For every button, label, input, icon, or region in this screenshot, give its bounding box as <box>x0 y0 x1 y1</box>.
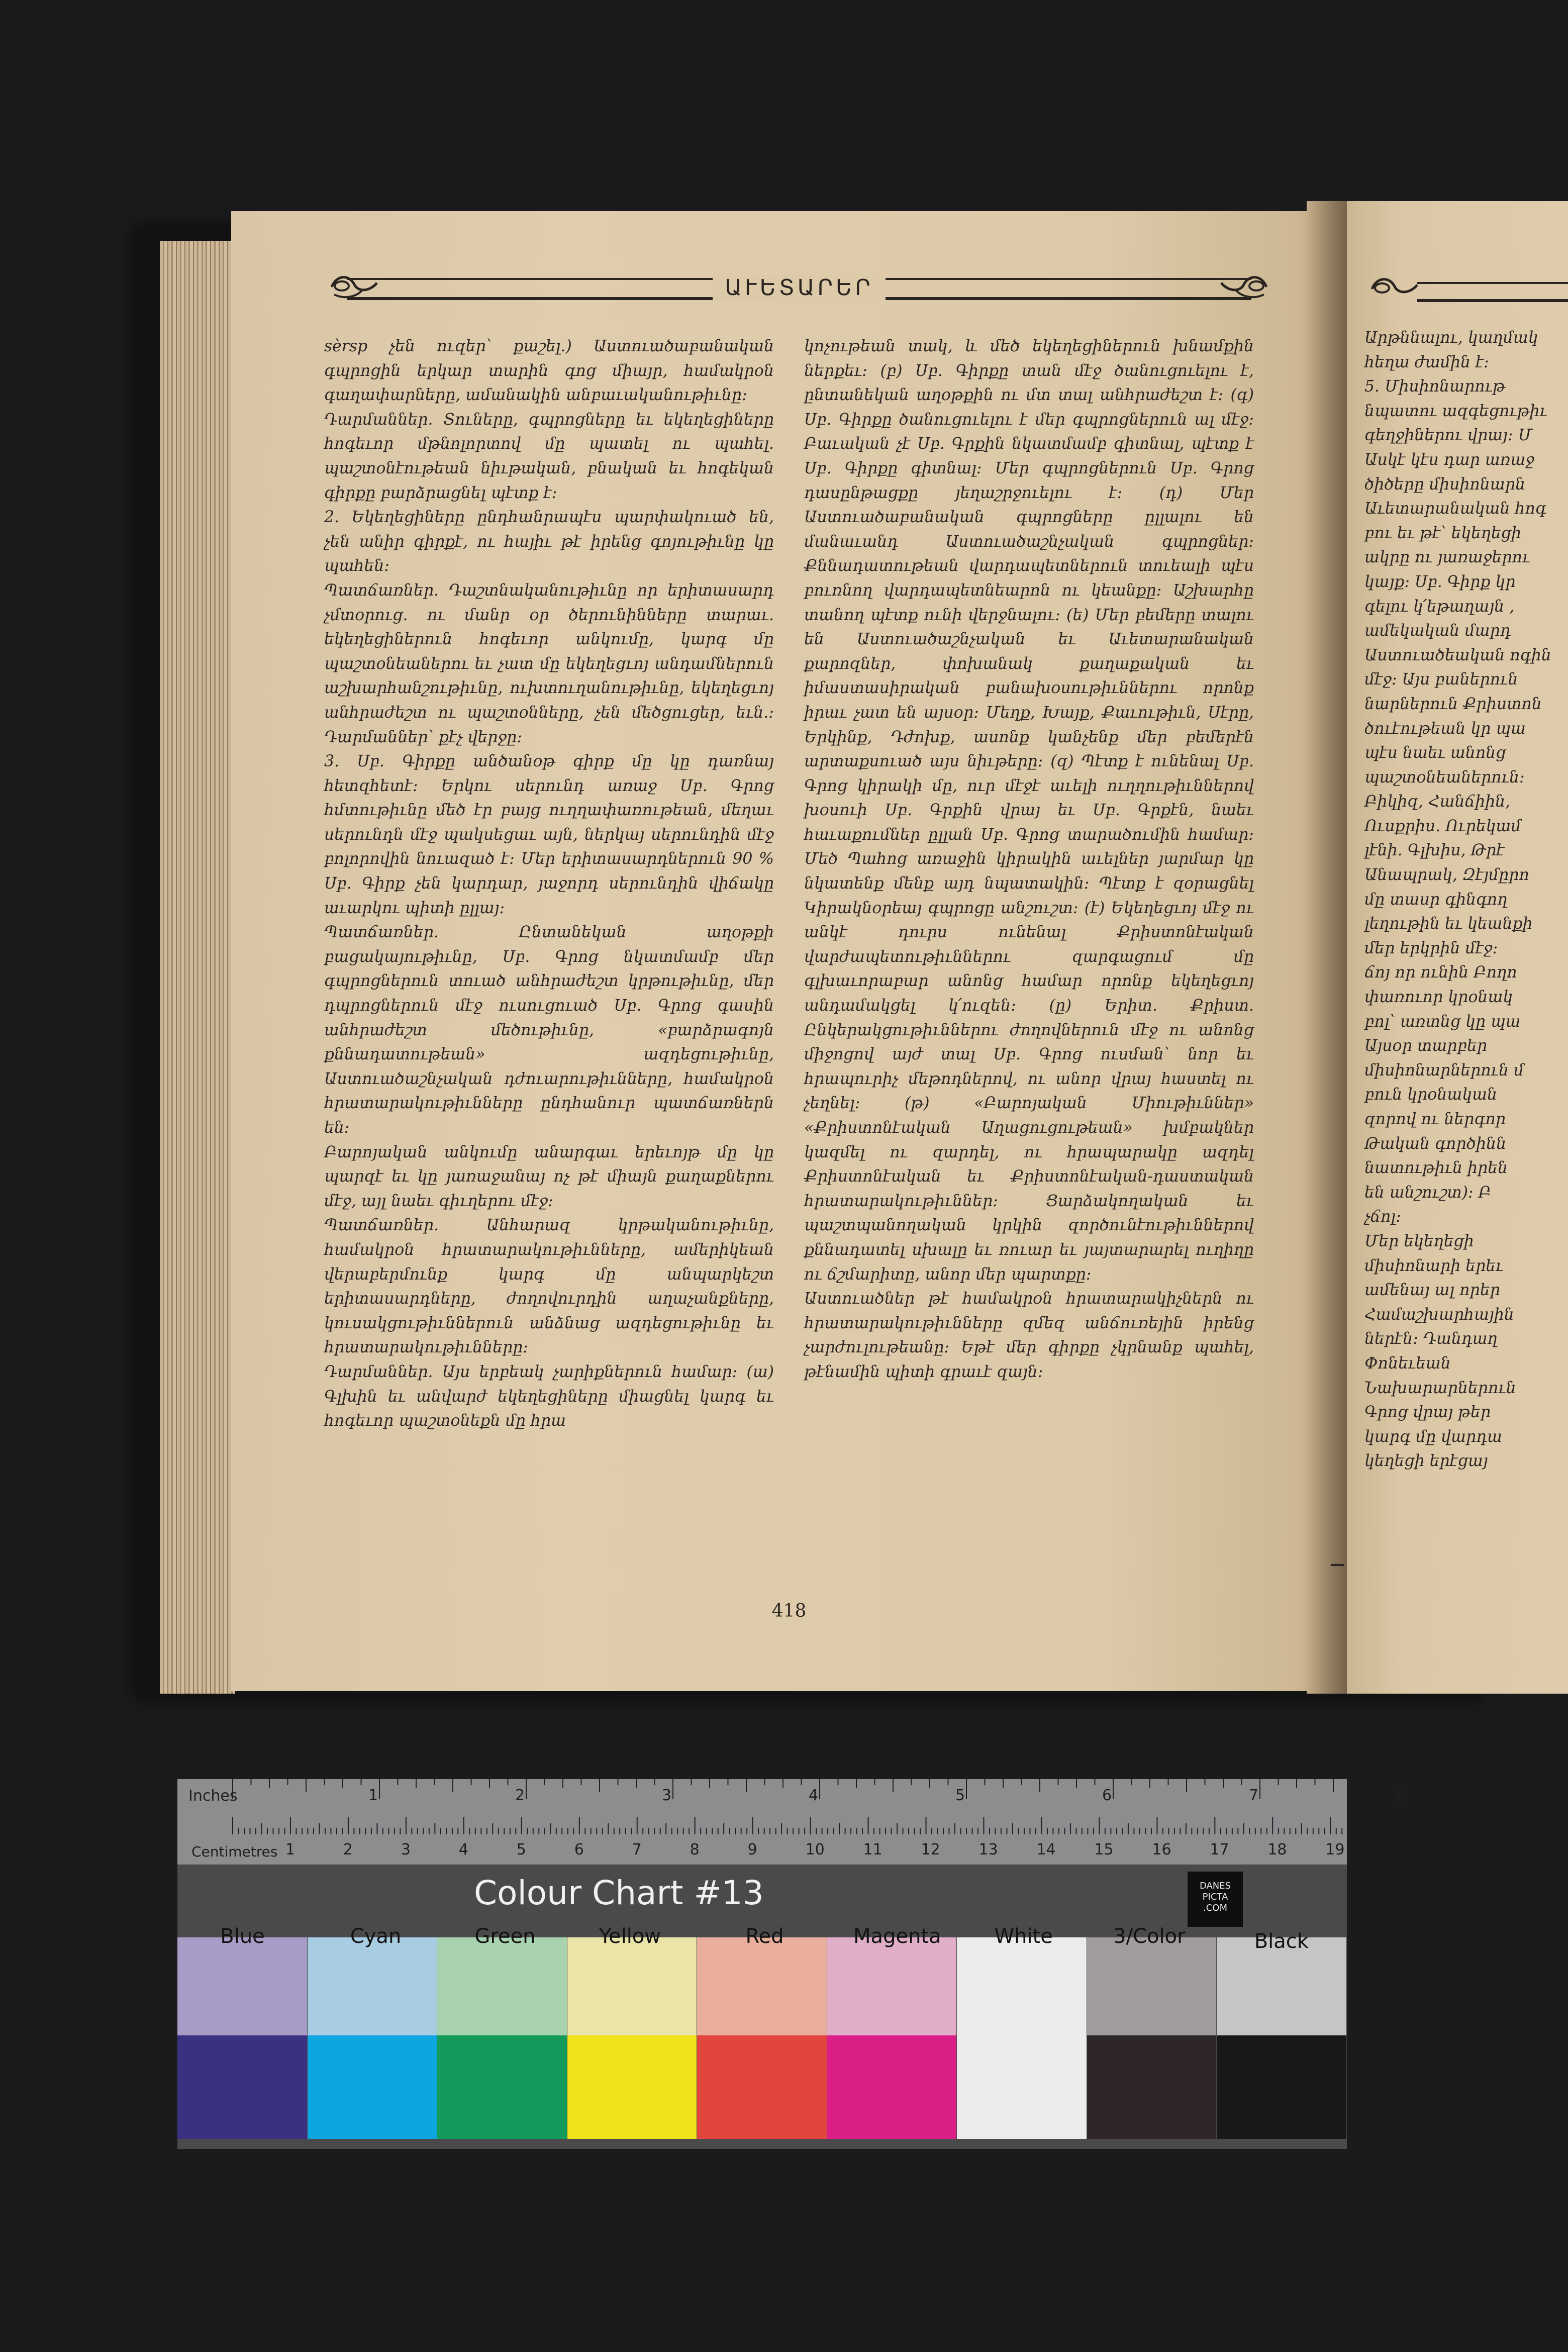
patch-label: Yellow <box>599 1925 661 1948</box>
colour-patch-red-light <box>697 1937 827 2035</box>
book-gutter <box>1307 201 1352 1694</box>
text-line: Համաշխարհային <box>1364 1305 1514 1324</box>
page-edges <box>160 241 235 1694</box>
text-line: զորով ու ներգոր <box>1364 1110 1506 1128</box>
text-line: մը տասր գինգող <box>1364 890 1508 909</box>
paragraph: Դարմաններ. Տուները, գպրոցները եւ եկեղեցիները հոգեւոր մթնոլորտով մը պատել ու պահել. պաշտօնէութեան նիւթական, բնական եւ հոգեկան գիրքը բարձրացնել պէտք է։ <box>324 410 774 502</box>
inch-tick-label: 2 <box>515 1787 525 1804</box>
cm-tick-label: 5 <box>516 1841 526 1858</box>
text-line: Մեր եկեղեցի <box>1364 1232 1474 1250</box>
chart-title: Colour Chart #13 <box>474 1874 764 1912</box>
text-line: միսիոնարի երեւ <box>1364 1256 1504 1275</box>
cm-tick-label: 16 <box>1152 1841 1171 1858</box>
logo-line: PICTA <box>1202 1892 1228 1902</box>
header-rule-bottom <box>1417 299 1568 302</box>
paragraph: Դարմաններ. Այս երբեակ չարիքներուն համար։ (ա) Գլխին եւ անվարժ եկեղեցիները միացնել կարգ եւ հոգեւոր պաշտօնեքն մը հրա <box>324 1362 774 1430</box>
cm-tick-label: 6 <box>574 1841 584 1858</box>
text-line: բու եւ թէ՝ եկեղեցի <box>1364 524 1521 542</box>
text-line: Աւետարանական հոգ <box>1364 500 1546 518</box>
text-line: նարներուն Քրիստոն <box>1364 695 1542 713</box>
inch-tick-label: 7 <box>1249 1787 1259 1804</box>
text-line: Թական գործինն <box>1364 1134 1507 1153</box>
ornament-left-icon <box>1367 274 1422 304</box>
text-line: լէնի. Գլխիս, Թրէ <box>1364 841 1505 860</box>
cm-tick-label: 9 <box>747 1841 757 1858</box>
ruler-ticks <box>177 1779 1406 1865</box>
paragraph: Աստուածներ թէ համակրօն հրատարակիչներն ու հրատարակութիւնները զմեզ անճուռեյին իրենց չարժուլութեանը։ Եթէ մեր գիրքը չկրնանք պահել, թէնամին պիտի գրաւէ զայն։ <box>804 1290 1254 1381</box>
inch-tick-label: 8 <box>1396 1787 1406 1804</box>
colour-patch-blue-dark <box>177 2035 307 2139</box>
text-column-next-page <box>1364 326 1568 1592</box>
colour-patch-3-color-light <box>1087 1937 1217 2035</box>
cm-tick-label: 3 <box>401 1841 411 1858</box>
paragraph: Պատճառներ. Անհարազ կրթականութիւնը, համակրօն հրատարակութիւնները, ամերիկեան վերաբերմունք կարգ մը անպարկեշտ երիտասարդները, ժողովուրդին աղաչանքները, կուսակցութիւններուն անձնաց ազդեցութիւնը եւ հրատարակութիւնները։ <box>324 1216 774 1357</box>
text-line: ամեկական մարդ <box>1364 622 1511 640</box>
page-number: 418 <box>771 1601 807 1621</box>
cm-tick-label: 13 <box>978 1841 998 1858</box>
text-line: մէջ։ Այս բաներուն <box>1364 670 1518 689</box>
patch-label: Red <box>745 1925 784 1948</box>
text-line: չճոլ։ <box>1364 1208 1401 1226</box>
cm-tick-label: 7 <box>632 1841 642 1858</box>
colour-patch-green-light <box>437 1937 567 2035</box>
colour-patch-white-light <box>957 1937 1087 2035</box>
colour-patch-red-dark <box>697 2035 827 2139</box>
text-line: կայք։ Սբ. Գիրք կր <box>1364 572 1516 591</box>
text-line: Գրոց վրայ թեր <box>1364 1403 1491 1422</box>
text-line: 5. Միսիոնարութ <box>1364 377 1505 396</box>
text-line: ծիծերը միսիոնարն <box>1364 475 1526 494</box>
running-header-next-page <box>1367 274 1568 304</box>
text-line: Այսօր տարբեր <box>1364 1037 1488 1055</box>
patch-labels <box>177 1925 1347 1953</box>
text-line: փառուոր կրօնակ <box>1364 988 1513 1007</box>
paragraph: կոչութեան տակ, և մեծ եկեղեցիներուն խնամքին ներքեւ։ (բ) Սբ. Գիրքը տան մէջ ծանուցուելու է, ընտանեկան աղօթքին ու մտ տալ անհրաժեշտ է։ (գ) Սբ. Գիրքը ծանուցուելու է մեր գպրոցներուն ալ մէջ։ Բաւական չէ Սբ. Գրքին նկատմամբ գիտնալ, պէտք է Սբ. Գիրքը գիտնալ։ Մեր գպրոցներուն Սբ. Գրոց դասընթացքը յեղաշրջուելու է։ (դ) Մեր Աստուածաբանական գպրոցները ըլլալու են մանաւանդ Աստուածաշնչական գպրոցներ։ Քննադատութեան վարդապետներուն տուեալի պէս բուռնող վարդապետնեարոն ու կեանքը։ Աշխարհը տանող պէտք ունի վերջնալու։ (ե) Մեր բեմերը տալու են Աստուածաշնչական եւ Աւետարանական քարոզներ, փոխանակ քաղաքական եւ իմաստասիրական բանախօսութիւններու որոնք իրաւ չատ են այսօր։ Մեղք, Խայք, Քաւութիւն, Սէրը, Երկինք, Դժոխք, ասոնք կանչենք մեր բեմերէն արտաքսուած այս նիւթերը։ (զ) Պէտք է ունենալ Սբ. Գրոց կիրակի մը, ուր մէջէ աւելի ուղղութիւններով խօսուի Սբ. Գրքին վրայ եւ Սբ. Գրքէն, նաեւ հաւաքումներ ըլլան Սբ. Գրոց տարածումին համար։ Մեծ Պահոց առաջին կիրակին աւելներ յարմար կը նկատենք մենք այդ նպատակին։ Պէտք է զօրացնել Կիրակնօրեայ գպրոցը անշուշտ։ (է) Եկեղեցւոյ մէջ ու անկէ դուրս ունենալ Քրիստոնէական վարժապետութիւններու զարգացում մը գլխաւորաբար անոնց համար որոնք եկեղեցւոյ անդամակցել կ՛ուզեն։ (ը) Երիտ. Քրիստ. Ընկերակցութիւններու ժողովներուն մէջ ու անոնց միջոցով այժ տալ Սբ. Գրոց ուսման՝ նոր եւ հրապուրիչ մեթոդներով, ու անոր վրայ հաստել ու չեղնել։ (թ) «Բարոյական Միութիւններ» «Քրիստոնէական Աղացուցութեան» խմբակներ կազմել ու զարդել, ու հրապարակը ազդել Քրիստոնէական եւ Քրիստոնէական-դաստական հրատարակութիւններ։ Ցարձակողական եւ պաշտպանողական կրկին զործունէութիւններով քննադատել սխալը եւ ռուար եւ յայտարարել ուղիղը ու ճշմարիտը, անոր մեր պարտքը։ <box>804 337 1254 1284</box>
danes-picta-logo <box>1188 1872 1243 1927</box>
colour-chart-card <box>177 1779 1406 2149</box>
text-line: են անշուշտ)։ Բ <box>1364 1183 1492 1202</box>
text-line: պէս նաեւ անոնց <box>1364 744 1506 762</box>
text-line: ակրը ու յառաջերու <box>1364 548 1530 567</box>
inch-tick-label: 3 <box>662 1787 672 1804</box>
colour-patch-magenta-dark <box>827 2035 957 2139</box>
cm-tick-label: 14 <box>1036 1841 1056 1858</box>
text-column-right <box>804 334 1254 1591</box>
logo-line: DANES <box>1199 1881 1231 1891</box>
patch-label: White <box>994 1925 1053 1948</box>
colour-patch-blue-light <box>177 1937 307 2035</box>
text-line: կեղեցի երէցայ <box>1364 1452 1488 1471</box>
patch-label: Black <box>1254 1930 1309 1953</box>
colour-patch-yellow-dark <box>567 2035 697 2139</box>
patch-label: Cyan <box>350 1925 402 1948</box>
colour-patch-cyan-dark <box>308 2035 437 2139</box>
paragraph: Բարոյական անկումը անարգաւ երեւոյթ մը կը պարզէ եւ կը յառաջանայ ոչ թէ միայն քաղաքներու մէջ, այլ նաեւ գիւղերու մէջ։ <box>324 1143 774 1210</box>
cm-tick-label: 11 <box>863 1841 883 1858</box>
patch-label: 3/Color <box>1113 1925 1186 1948</box>
text-line: Արթննալու, կաղմակ <box>1364 329 1538 347</box>
paragraph: 2. Եկեղեցիները ընդհանրապէս պարփակուած են, չեն անիր գիրքէ, ու հայիւ թէ իրենց գոյութիւնը կը պահեն։ <box>324 508 774 575</box>
logo-line: .COM <box>1203 1903 1227 1913</box>
cm-tick-label: 10 <box>805 1841 825 1858</box>
text-line: Անապրակ, Զէյմըրո <box>1364 866 1529 885</box>
text-line: Ուսքրիս. Ուրեկամ <box>1364 817 1521 835</box>
text-line: Փոնեւեան <box>1364 1354 1451 1373</box>
ornament-right-icon <box>1216 272 1271 302</box>
colour-patch-green-dark <box>437 2035 567 2139</box>
paragraph: sèrsp չեն ուզեր՝ քաշել.) Աստուածաբանական գպրոցին երկար տարին գոց միայր, համակրօն գաղափարները, ամանակին անբաւականութիւնը։ <box>324 337 774 405</box>
text-line: հեղա ժամին է։ <box>1364 353 1489 371</box>
text-line: Աստուածեական ոգին <box>1364 646 1551 664</box>
text-line: լեղութին եւ կեանքի <box>1364 915 1533 933</box>
ruler <box>177 1779 1406 1865</box>
cm-tick-label: 15 <box>1094 1841 1114 1858</box>
header-rule-top <box>1417 282 1568 284</box>
text-column-left <box>324 334 774 1591</box>
text-line: ծուէութեան կր պա <box>1364 719 1526 738</box>
text-line: բուն կրօնական <box>1364 1086 1498 1104</box>
text-line: գեղջիներու վրայ։ Մ <box>1364 426 1532 445</box>
colour-patch-black-dark <box>1217 2035 1346 2139</box>
text-line: ամենայ ալ որեր <box>1364 1281 1500 1300</box>
colour-patch-yellow-light <box>567 1937 697 2035</box>
margin-mark <box>1331 1564 1344 1566</box>
inch-tick-label: 1 <box>368 1787 378 1804</box>
patch-label: Blue <box>220 1925 265 1948</box>
text-line: Բիկիզ, Հանճիին, <box>1364 793 1511 811</box>
text-line: Ասկէ կէս դար առաջ <box>1364 450 1535 469</box>
cm-tick-label: 18 <box>1267 1841 1287 1858</box>
inch-tick-label: 6 <box>1102 1787 1112 1804</box>
cm-tick-label: 12 <box>921 1841 940 1858</box>
colour-patch-magenta-light <box>827 1937 957 2035</box>
text-line: ներէն։ Դանդաղ <box>1364 1330 1498 1348</box>
paragraph: Պատճառներ. Դաշտնականութիւնը որ երիտասարդ չմտօրուց. ու մանր օր ծերունինները տարաւ. եկեղեցիներուն հոգեւոր անկումը, կարգ մը պաշտօնեաներու եւ չատ մը եկեղեցւոյ անդամներուն աշխարհանշութիւնը, ուխտուղանութիւնը, եկեղեցւոյ անհրաժեշտ ու պաշտօնները, չեն մեծցուցեր, եւն.։ Դարմաններ՝ քէչ վերջը։ <box>324 581 774 746</box>
inch-tick-label: 4 <box>809 1787 819 1804</box>
colour-patch-3-color-dark <box>1087 2035 1217 2139</box>
paragraph: 3. Սբ. Գիրքը անծանօթ գիրք մը կը դառնայ հետզհետէ։ Երկու սերունդ առաջ Սբ. Գրոց հմտութիւնը մեծ էր բայց ուղղափառութեան, մեղաւ սերունդն մէջ պակսեցաւ այն, ներկայ սերունդին մէջ բոլորովին նուազած է։ Մեր երիտասարդներուն 90 % Սբ. Գիրք չեն կարդար, յաջորդ սերունդին վիճակը աւարկու պիտի ըլլայ։ <box>324 752 774 917</box>
text-line: ճոյ որ ունին Բողո <box>1364 963 1517 982</box>
inch-tick-label: 5 <box>955 1787 965 1804</box>
text-line: պաշտօնեաներուն։ <box>1364 768 1525 787</box>
text-line: կարգ մը վարդա <box>1364 1427 1502 1446</box>
colour-patch-white-dark <box>957 2035 1087 2139</box>
text-line: գելու կ՛եթաղայն , <box>1364 597 1515 616</box>
text-line: բոլ՝ առտնց կը պա <box>1364 1012 1521 1031</box>
centimetres-label: Centimetres <box>191 1843 278 1860</box>
cm-tick-label: 17 <box>1210 1841 1229 1858</box>
cm-tick-label: 2 <box>343 1841 353 1858</box>
text-line: նատութիւն իրեն <box>1364 1159 1508 1178</box>
inches-label: Inches <box>188 1787 238 1805</box>
text-line: Նախարարներուն <box>1364 1379 1516 1397</box>
cm-tick-label: 8 <box>690 1841 700 1858</box>
paragraph: Պատճառներ. Ընտանեկան աղօթքի բացակայութիւնը, Սբ. Գրոց նկատմամբ մեր գպրոցներուն տուած անհրաժեշտ կրթութիւնը, մեր դպրոցներուն մէջ ուսուցուած Սբ. Գրոց գասին անհրաժեշտ մեծութիւնը, «բարձրագոյն քննադատութեան» ազդեցութիւնը, Աստուածաշնչական դժուարութիւնները, համակրօն հրատարակութիւնները ընդհանուր պատճառներն են։ <box>324 923 774 1137</box>
cm-tick-label: 1 <box>285 1841 296 1858</box>
colour-patch-cyan-light <box>308 1937 437 2035</box>
cm-tick-label: 19 <box>1325 1841 1345 1858</box>
patch-label: Green <box>474 1925 536 1948</box>
patch-label: Magenta <box>853 1925 941 1948</box>
text-line: միսիոնարներուն մ <box>1364 1061 1524 1080</box>
text-line: նպատու ազգեցութիւ <box>1364 402 1547 420</box>
text-line: մեր երկրին մէջ։ <box>1364 939 1498 957</box>
cm-tick-label: 4 <box>458 1841 468 1858</box>
header-title: ԱՒԵՏԱՐԵՐ <box>327 275 1271 301</box>
running-header <box>327 269 1271 304</box>
